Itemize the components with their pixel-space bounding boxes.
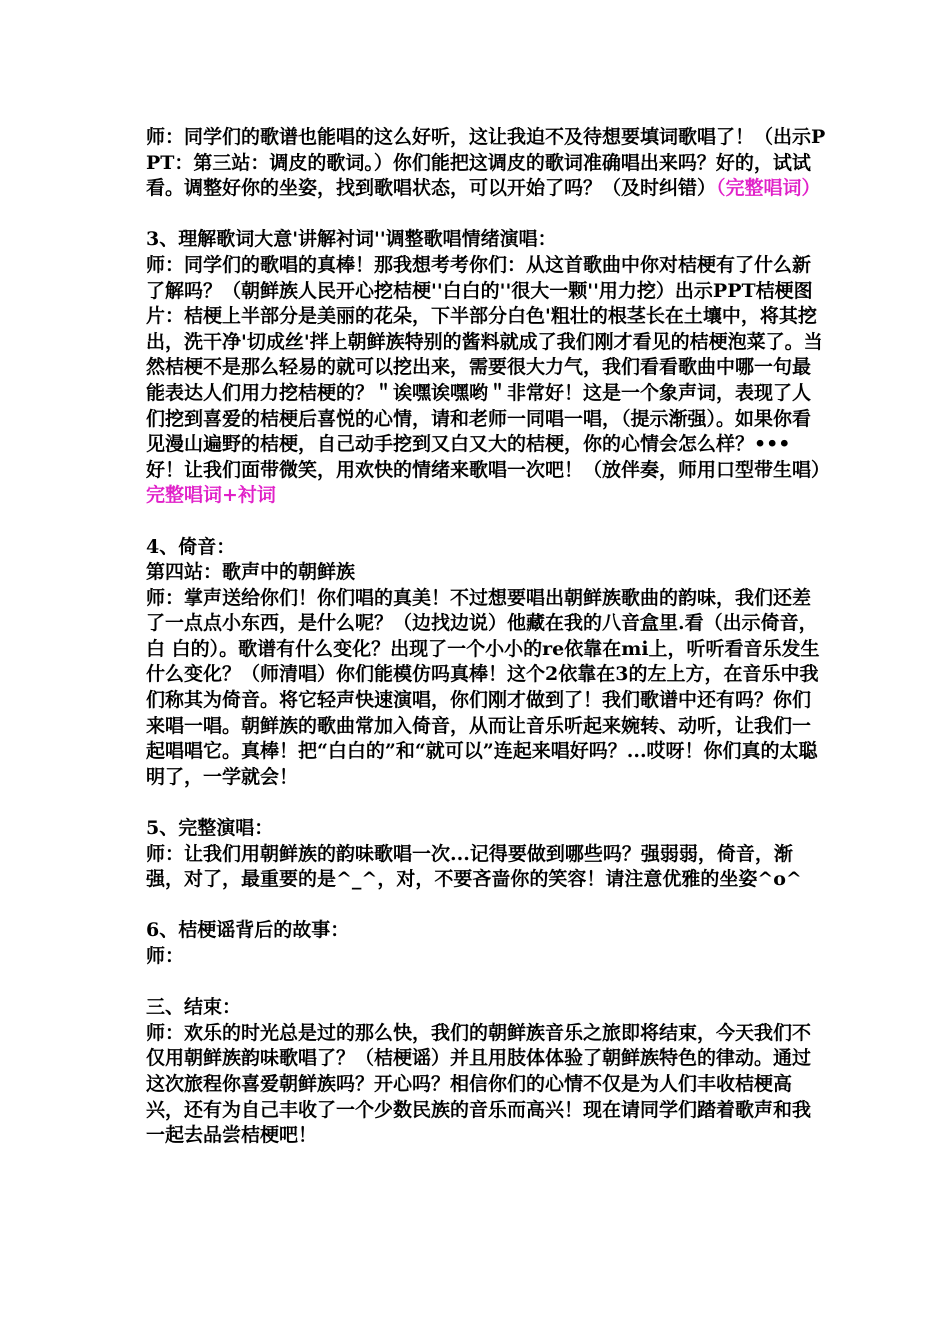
section-7-heading: 三、结束：	[146, 996, 242, 1019]
section-7-paragraph: 师：欢乐的时光总是过的那么快，我们的朝鲜族音乐之旅即将结束，今天我们不仅用朝鲜族韵味歌唱了？（桔梗谣）并且用肢体体验了朝鲜族特色的律动。通过这次旅程你喜爱朝鲜族吗？开心吗？相信你们的心情不仅是为人们丰收桔梗高兴，还有为自己丰收了一个少数民族的音乐而高兴！现在请同学们踏着歌声和我一起去品尝桔梗吧！	[146, 1021, 812, 1147]
section-5-paragraph: 师：让我们用朝鲜族的韵味歌唱一次...记得要做到哪些吗？强弱弱，倚音，渐强，对了，最重要的是^_^，对，不要吝啬你的笑容！请注意优雅的坐姿^o^	[146, 842, 802, 891]
section-6-paragraph: 师：	[146, 945, 185, 967]
blank-line	[146, 970, 826, 996]
section-1-highlight: （完整唱词）	[716, 177, 821, 200]
document-page	[146, 125, 831, 1149]
section-3-highlight: 完整唱词+衬词	[146, 484, 276, 507]
blank-line	[146, 790, 826, 816]
blank-line	[146, 509, 826, 535]
section-1-paragraph	[146, 125, 826, 202]
blank-line	[146, 893, 826, 919]
section-3-heading: 3、理解歌词大意'讲解衬词''调整歌唱情绪演唱：	[146, 228, 557, 251]
section-6-heading: 6、桔梗谣背后的故事：	[146, 919, 350, 942]
blank-line	[146, 202, 826, 228]
section-3-paragraph	[146, 253, 831, 509]
section-4-subheading: 第四站：歌声中的朝鲜族	[146, 561, 356, 584]
section-1-text: 师：同学们的歌谱也能唱的这么好听，这让我迫不及待想要填词歌唱了！（出示PPT：第三站：调皮的歌词。）你们能把这调皮的歌词准确唱出来吗？好的，试试看。调整好你的坐姿，找到歌唱状态，可以开始了吗？（及时纠错）	[146, 126, 826, 200]
section-4-paragraph: 师：掌声送给你们！你们唱的真美！不过想要唱出朝鲜族歌曲的韵味，我们还差了一点点小东西，是什么呢？（边找边说）他藏在我的八音盒里.看（出示倚音，白 白的）。歌谱有什么变化？出现了一个小小的re依靠在mi上，听听看音乐发生什么变化？（师清唱）你们能模仿吗真棒！这个2依靠在3的左上方，在音乐中我们称其为倚音。将它轻声快速演唱，你们刚才做到了！我们歌谱中还有吗？你们来唱一唱。朝鲜族的歌曲常加入倚音，从而让音乐听起来婉转、动听，让我们一起唱唱它。真棒！把“白白的”和“就可以”连起来唱好吗？...哎呀！你们真的太聪明了，一学就会！	[146, 586, 820, 788]
section-4-heading: 4、倚音：	[146, 535, 236, 558]
section-5-heading: 5、完整演唱：	[146, 817, 274, 840]
section-3-text: 师：同学们的歌唱的真棒！那我想考考你们：从这首歌曲中你对桔梗有了什么新了解吗？（朝鲜族人民开心挖桔梗''白白的''很大一颗''用力挖）出示PPT桔梗图片：桔梗上半部分是美丽的花朵，下半部分白色'粗壮的根茎长在土壤中，将其挖出，洗干净'切成丝'拌上朝鲜族特别的酱料就成了我们刚才看见的桔梗泡菜了。当然桔梗不是那么轻易的就可以挖出来，需要很大力气，我们看看歌曲中哪一句最能表达人们用力挖桔梗的？＂诶嘿诶嘿哟＂非常好！这是一个象声词，表现了人们挖到喜爱的桔梗后喜悦的心情，请和老师一同唱一唱，（提示渐强）。如果你看见漫山遍野的桔梗，自己动手挖到又白又大的桔梗，你的心情会怎么样？•••好！让我们面带微笑，用欢快的情绪来歌唱一次吧！（放伴奏，师用口型带生唱）	[146, 253, 831, 481]
